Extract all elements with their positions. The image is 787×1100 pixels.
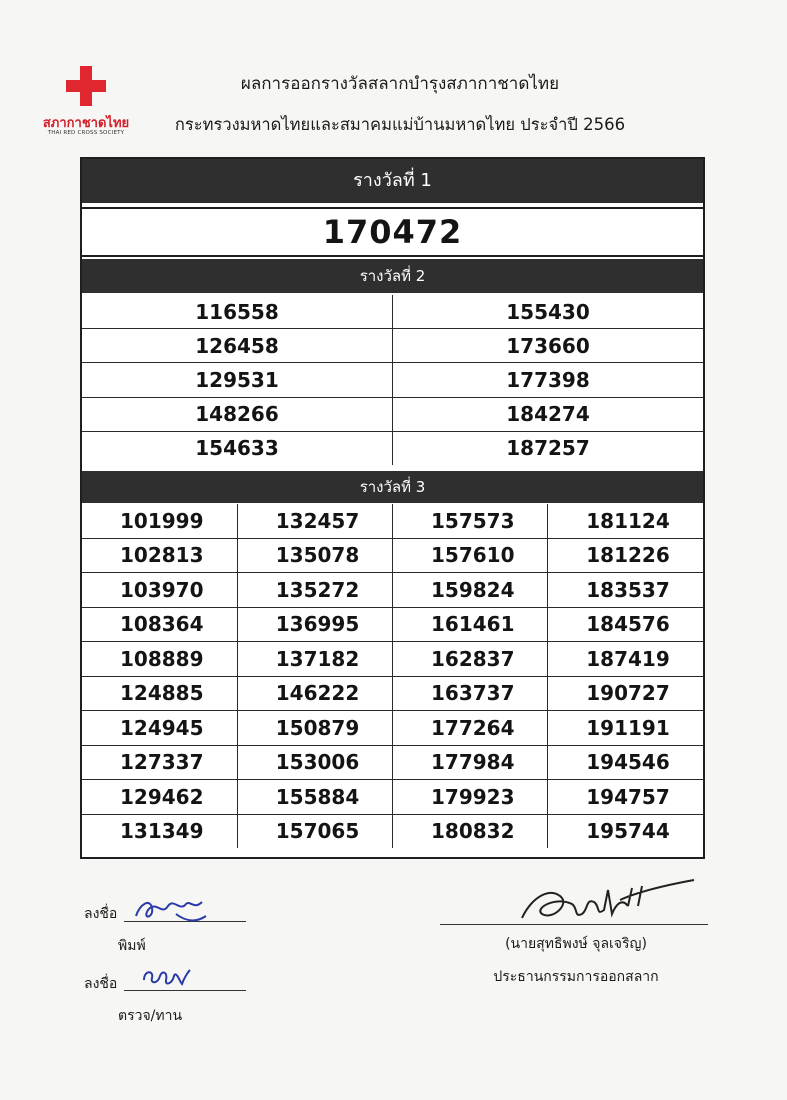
prize3-number: 150879: [237, 711, 392, 746]
prize2-number: 129531: [82, 363, 393, 397]
prize3-number: 103970: [82, 573, 237, 608]
prize3-row: [82, 573, 703, 608]
prize2-row: [82, 397, 703, 431]
prize2-row: [82, 329, 703, 363]
prize3-number: 135078: [237, 538, 392, 573]
prize3-number: 184576: [548, 607, 703, 642]
prize2-row: [82, 431, 703, 465]
prize3-number: 177984: [393, 745, 548, 780]
prize3-number: 146222: [237, 676, 392, 711]
signature-1-icon: [128, 890, 218, 930]
page-title: ผลการออกรางวัลสลากบำรุงสภากาชาดไทย: [240, 74, 560, 94]
prize3-row: [82, 780, 703, 815]
role-checker: ตรวจ/ทาน: [118, 1008, 183, 1024]
prize3-number: 180832: [393, 814, 548, 848]
chairman-name: (นายสุทธิพงษ์ จุลเจริญ): [505, 936, 647, 952]
role-typist: พิมพ์: [118, 938, 146, 954]
prize2-number: 173660: [393, 329, 704, 363]
prize3-number: 157065: [237, 814, 392, 848]
prize3-row: [82, 504, 703, 538]
prize3-number: 108364: [82, 607, 237, 642]
prize3-number: 131349: [82, 814, 237, 848]
prize3-row: [82, 676, 703, 711]
chairman-signature-line: [440, 924, 708, 925]
prize3-row: [82, 711, 703, 746]
prize3-number: 177264: [393, 711, 548, 746]
prize2-row: [82, 363, 703, 397]
prize3-number: 195744: [548, 814, 703, 848]
prize3-number: 137182: [237, 642, 392, 677]
prize3-number: 108889: [82, 642, 237, 677]
prize3-number: 191191: [548, 711, 703, 746]
prize3-row: [82, 814, 703, 848]
prize3-number: 124885: [82, 676, 237, 711]
prize3-number: 194546: [548, 745, 703, 780]
prize2-row: [82, 295, 703, 329]
prize3-number: 162837: [393, 642, 548, 677]
results-table: [80, 157, 705, 859]
prize3-number: 136995: [237, 607, 392, 642]
prize3-table: [82, 504, 703, 848]
prize3-number: 124945: [82, 711, 237, 746]
prize3-number: 155884: [237, 780, 392, 815]
prize3-row: [82, 607, 703, 642]
prize3-number: 127337: [82, 745, 237, 780]
prize3-number: 129462: [82, 780, 237, 815]
signature-2-icon: [138, 962, 198, 992]
prize2-header: รางวัลที่ 2: [82, 259, 703, 293]
prize3-number: 181124: [548, 504, 703, 538]
prize2-number: 177398: [393, 363, 704, 397]
logo-name: สภากาชาดไทย: [42, 116, 130, 131]
prize3-number: 187419: [548, 642, 703, 677]
prize3-number: 194757: [548, 780, 703, 815]
chairman-title: ประธานกรรมการออกสลาก: [493, 969, 659, 985]
prize1-header: รางวัลที่ 1: [82, 159, 703, 203]
prize3-number: 157610: [393, 538, 548, 573]
prize3-number: 135272: [237, 573, 392, 608]
prize3-number: 102813: [82, 538, 237, 573]
prize2-number: 126458: [82, 329, 393, 363]
prize1-number: 170472: [82, 207, 703, 257]
prize2-number: 184274: [393, 397, 704, 431]
prize2-table: [82, 295, 703, 465]
prize3-number: 101999: [82, 504, 237, 538]
prize2-number: 187257: [393, 431, 704, 465]
prize2-number: 155430: [393, 295, 704, 329]
prize3-number: 181226: [548, 538, 703, 573]
prize2-number: 116558: [82, 295, 393, 329]
prize3-number: 159824: [393, 573, 548, 608]
red-cross-logo: [36, 62, 136, 140]
prize3-row: [82, 538, 703, 573]
red-cross-icon: [66, 66, 106, 106]
prize3-number: 132457: [237, 504, 392, 538]
logo-subtitle: THAI RED CROSS SOCIETY: [47, 130, 125, 136]
prize3-number: 157573: [393, 504, 548, 538]
prize3-number: 190727: [548, 676, 703, 711]
prize3-row: [82, 642, 703, 677]
prize3-number: 183537: [548, 573, 703, 608]
prize3-number: 163737: [393, 676, 548, 711]
prize3-number: 153006: [237, 745, 392, 780]
prize3-number: 179923: [393, 780, 548, 815]
sign-label-2: ลงชื่อ: [84, 976, 118, 992]
page-subtitle: กระทรวงมหาดไทยและสมาคมแม่บ้านมหาดไทย ประจำปี 2566: [174, 115, 626, 134]
prize3-number: 161461: [393, 607, 548, 642]
prize3-header: รางวัลที่ 3: [82, 471, 703, 503]
prize3-row: [82, 745, 703, 780]
prize2-number: 148266: [82, 397, 393, 431]
sign-label-1: ลงชื่อ: [84, 906, 118, 922]
prize2-number: 154633: [82, 431, 393, 465]
